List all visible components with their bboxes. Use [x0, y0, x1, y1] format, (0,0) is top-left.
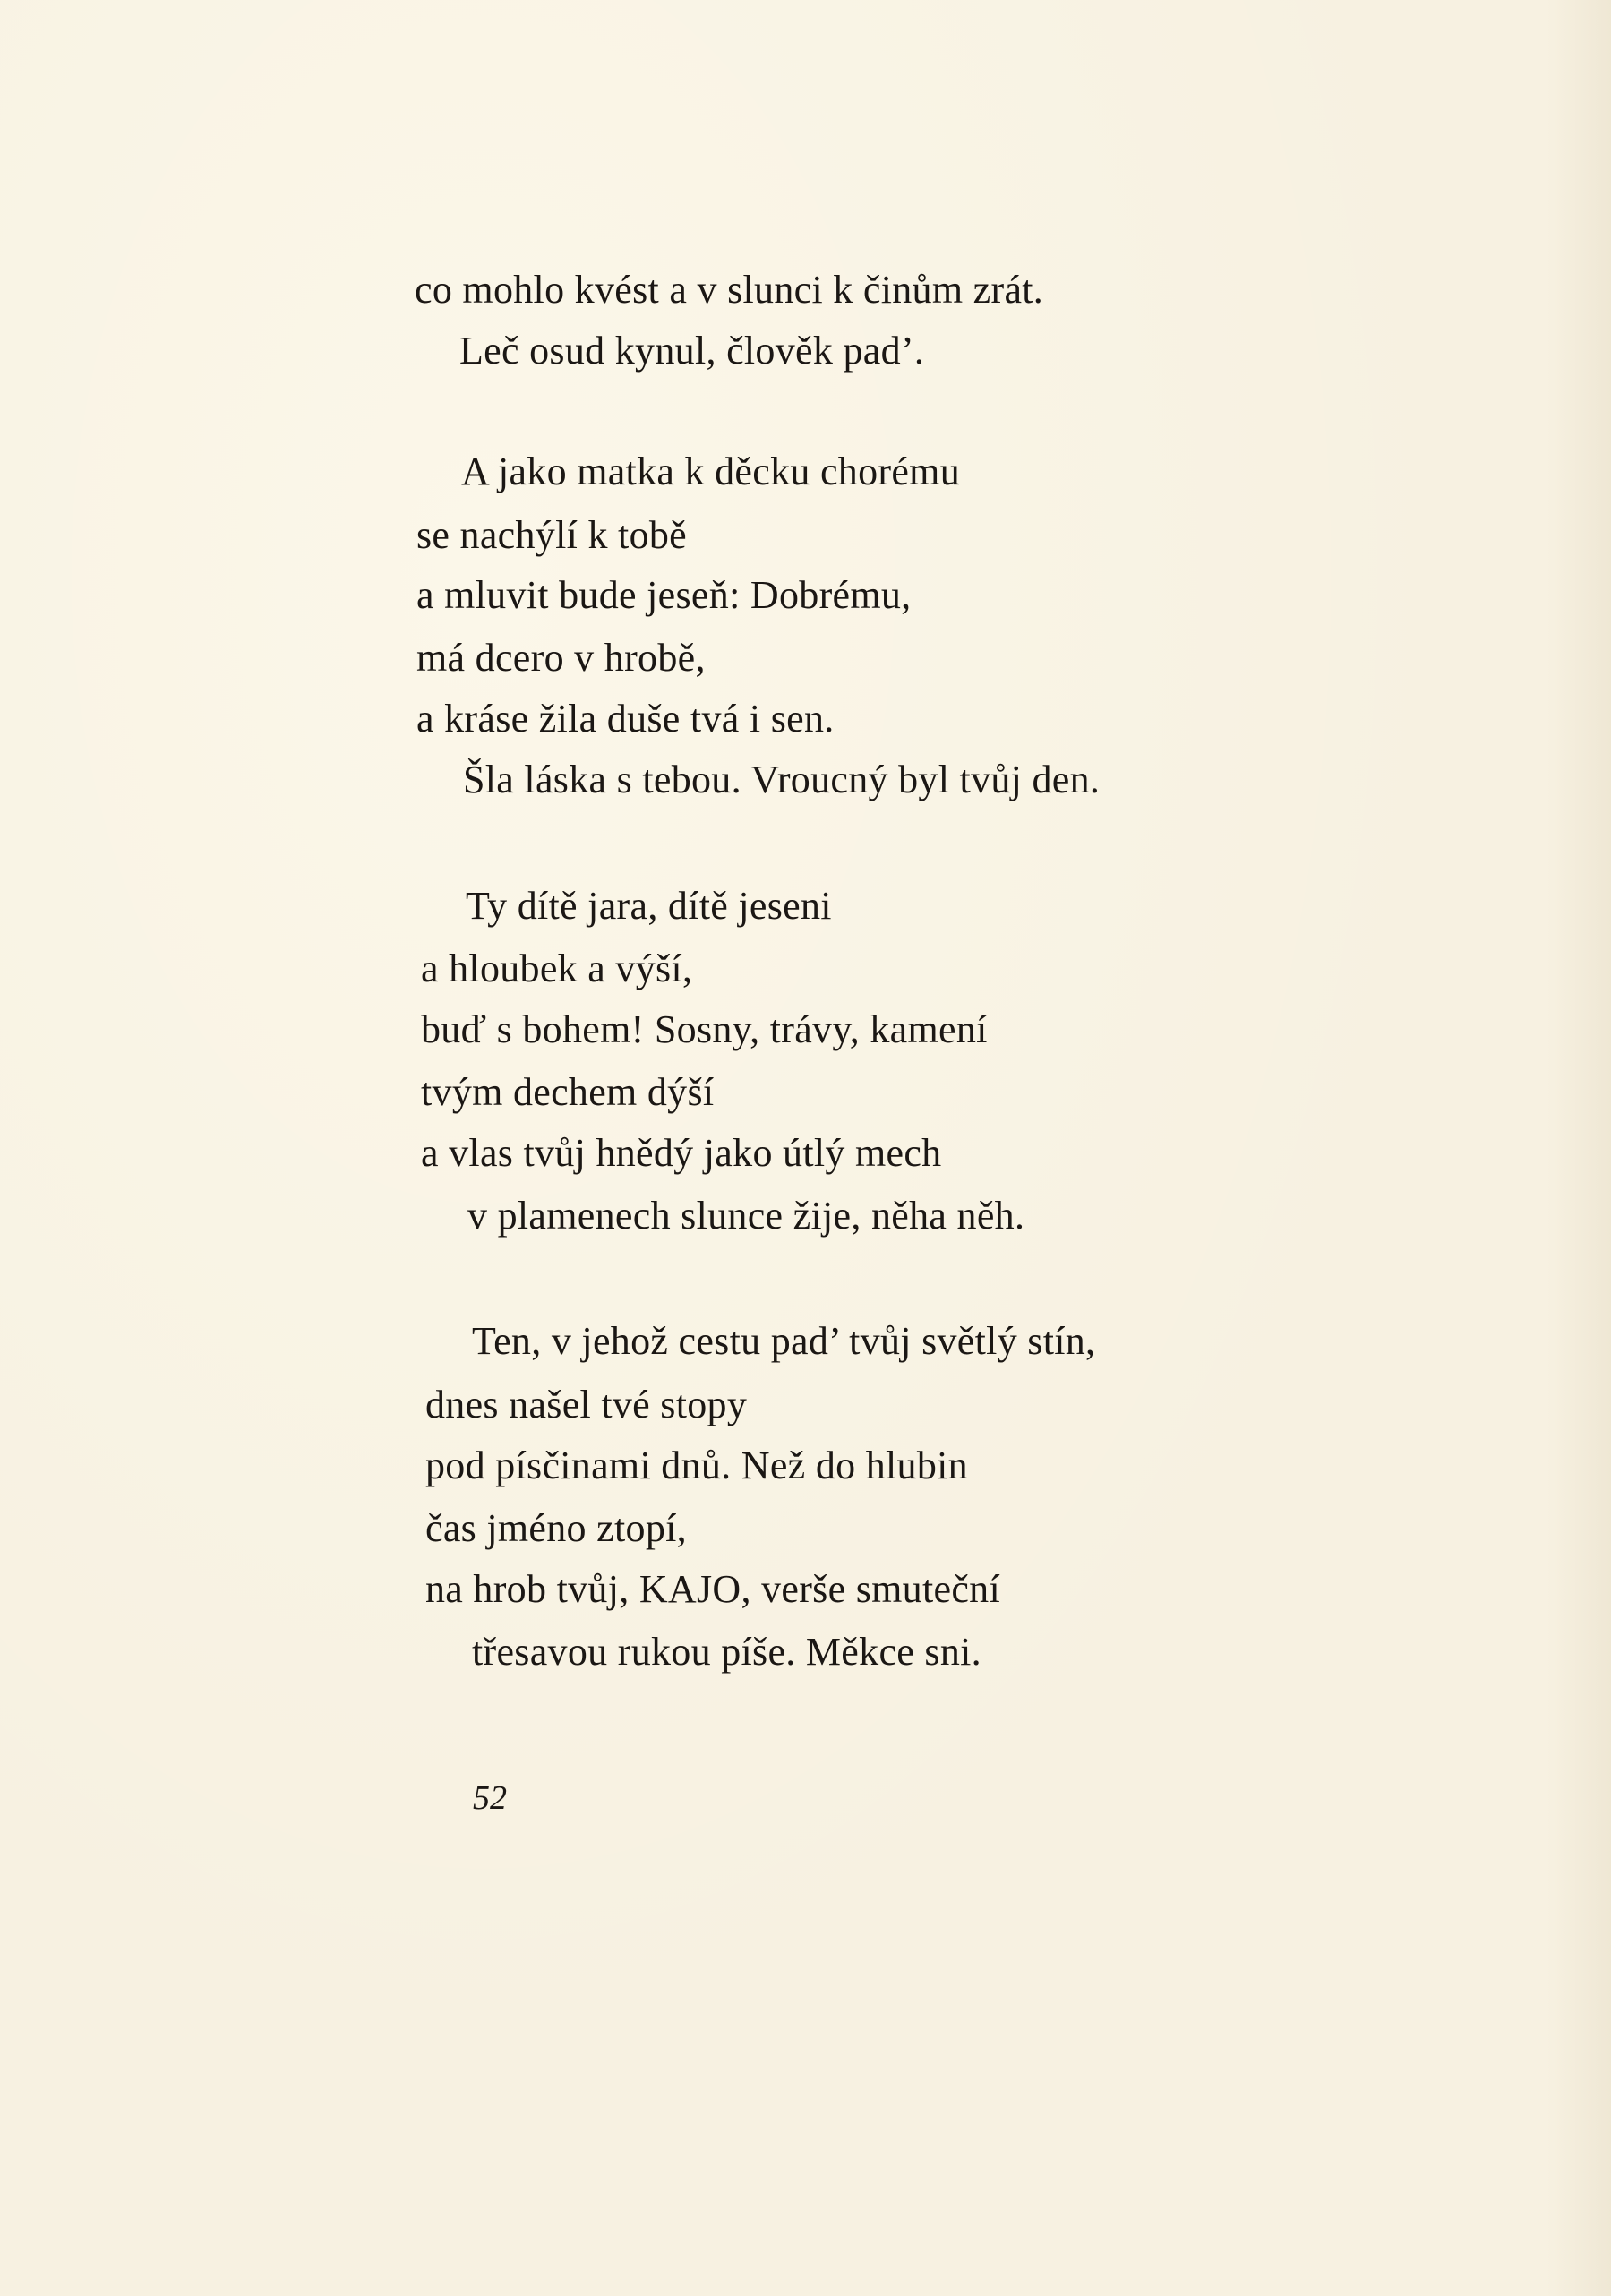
poem-line: a hloubek a výší,: [421, 947, 693, 990]
page-number: 52: [473, 1779, 507, 1817]
poem-line: má dcero v hrobě,: [416, 636, 706, 680]
poem-line: dnes našel tvé stopy: [425, 1383, 748, 1426]
poem-line: Šla láska s tebou. Vroucný byl tvůj den.: [463, 758, 1101, 801]
poem-line: Leč osud kynul, člověk pad’.: [459, 329, 925, 373]
poem-line: tvým dechem dýší: [421, 1070, 715, 1114]
poem-line: pod písčinami dnů. Než do hlubin: [425, 1444, 968, 1487]
poem-line: Ty dítě jara, dítě jeseni: [466, 884, 832, 928]
poem-line: buď s bohem! Sosny, trávy, kamení: [421, 1007, 988, 1051]
poem-line: a mluvit bude jeseň: Dobrému,: [416, 573, 912, 617]
poem-line: třesavou rukou píše. Měkce sni.: [472, 1630, 981, 1674]
poem-line: Ten, v jehož cestu pad’ tvůj světlý stín,: [472, 1319, 1096, 1363]
poem-line: A jako matka k děcku chorému: [461, 450, 961, 493]
poem-line: co mohlo kvést a v slunci k činům zrát.: [415, 268, 1044, 312]
poem-line: a vlas tvůj hnědý jako útlý mech: [421, 1131, 942, 1175]
poem-line: čas jméno ztopí,: [425, 1506, 687, 1550]
poem-line: v plamenech slunce žije, něha něh.: [467, 1194, 1025, 1238]
poem-line: a kráse žila duše tvá i sen.: [416, 697, 835, 741]
poem-line: na hrob tvůj, KAJO, verše smuteční: [425, 1567, 1000, 1611]
poem-line: se nachýlí k tobě: [416, 513, 688, 557]
